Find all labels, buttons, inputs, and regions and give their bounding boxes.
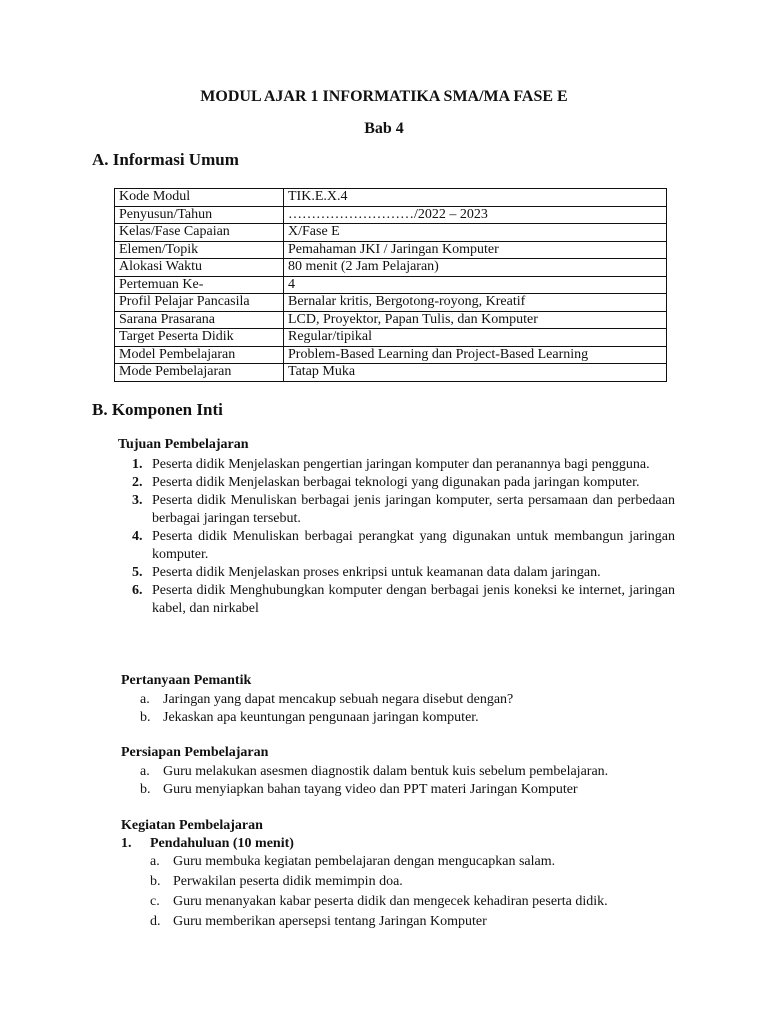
list-letter: a. (140, 764, 150, 779)
table-value: Tatap Muka (284, 364, 667, 382)
list-text: Peserta didik Menjelaskan pengertian jaringan komputer dan peranannya bagi pengguna. (152, 457, 650, 472)
list-letter: a. (140, 692, 150, 707)
table-key: Model Pembelajaran (115, 346, 284, 364)
list-letter: d. (150, 914, 161, 929)
table-row (115, 311, 667, 329)
table-row (115, 346, 667, 364)
tujuan-heading: Tujuan Pembelajaran (118, 437, 249, 452)
chapter-label: Bab 4 (364, 120, 404, 137)
kegiatan-step (121, 836, 294, 852)
list-item (118, 582, 675, 618)
table-key: Penyusun/Tahun (115, 206, 284, 224)
table-value: TIK.E.X.4 (284, 189, 667, 207)
table-row (115, 259, 667, 277)
table-key: Mode Pembelajaran (115, 364, 284, 382)
list-text: Peserta didik Menjelaskan berbagai teknologi yang digunakan pada jaringan komputer. (152, 475, 640, 490)
table-key: Sarana Prasarana (115, 311, 284, 329)
table-row (115, 364, 667, 382)
table-value: Pemahaman JKI / Jaringan Komputer (284, 241, 667, 259)
list-item (131, 873, 691, 891)
info-table (114, 188, 667, 382)
step-label: Pendahuluan (10 menit) (150, 836, 294, 851)
list-text: Guru menanyakan kabar peserta didik dan mengecek kehadiran peserta didik. (173, 894, 608, 909)
table-value: ………………………/2022 – 2023 (284, 206, 667, 224)
list-item (118, 564, 675, 582)
table-key: Kelas/Fase Capaian (115, 224, 284, 242)
list-number: 2. (132, 475, 143, 490)
table-value: LCD, Proyektor, Papan Tulis, dan Komputer (284, 311, 667, 329)
table-row (115, 224, 667, 242)
kegiatan-heading: Kegiatan Pembelajaran (121, 818, 263, 833)
list-text: Peserta didik Menjelaskan proses enkripsi untuk keamanan data dalam jaringan. (152, 565, 601, 580)
table-value: Regular/tipikal (284, 329, 667, 347)
list-text: Guru melakukan asesmen diagnostik dalam bentuk kuis sebelum pembelajaran. (163, 764, 609, 779)
table-key: Elemen/Topik (115, 241, 284, 259)
list-letter: b. (140, 710, 151, 725)
list-item (131, 893, 691, 911)
list-number: 4. (132, 529, 143, 544)
list-item (118, 528, 675, 564)
list-letter: b. (140, 782, 151, 797)
list-letter: b. (150, 874, 161, 889)
table-value: Bernalar kritis, Bergotong-royong, Kreatif (284, 294, 667, 312)
list-text: Jekaskan apa keuntungan pengunaan jaringan komputer. (163, 710, 479, 725)
list-number: 3. (132, 493, 143, 508)
table-key: Profil Pelajar Pancasila (115, 294, 284, 312)
table-key: Alokasi Waktu (115, 259, 284, 277)
list-number: 1. (132, 457, 143, 472)
persiapan-list (121, 763, 681, 799)
list-item (118, 474, 675, 492)
table-row (115, 294, 667, 312)
table-value: 4 (284, 276, 667, 294)
pemantik-list (121, 691, 661, 727)
list-letter: a. (150, 854, 160, 869)
list-item (131, 913, 691, 931)
list-text: Perwakilan peserta didik memimpin doa. (173, 874, 403, 889)
table-value: Problem-Based Learning dan Project-Based Learning (284, 346, 667, 364)
section-b-heading: B. Komponen Inti (92, 400, 223, 419)
persiapan-heading: Persiapan Pembelajaran (121, 745, 269, 760)
kegiatan-list (131, 853, 691, 931)
list-number: 6. (132, 583, 143, 598)
table-row (115, 329, 667, 347)
list-item (118, 492, 675, 528)
list-item (121, 691, 661, 709)
table-row (115, 241, 667, 259)
table-value: X/Fase E (284, 224, 667, 242)
tujuan-list (118, 456, 675, 618)
list-number: 5. (132, 565, 143, 580)
document-title: MODUL AJAR 1 INFORMATIKA SMA/MA FASE E (200, 88, 568, 105)
table-value: 80 menit (2 Jam Pelajaran) (284, 259, 667, 277)
list-text: Jaringan yang dapat mencakup sebuah negara disebut dengan? (163, 692, 514, 707)
table-row (115, 189, 667, 207)
list-text: Guru memberikan apersepsi tentang Jaringan Komputer (173, 914, 487, 929)
table-key: Pertemuan Ke- (115, 276, 284, 294)
table-row (115, 276, 667, 294)
list-item (121, 763, 681, 781)
list-text: Guru menyiapkan bahan tayang video dan PPT materi Jaringan Komputer (163, 782, 578, 797)
list-text: Guru membuka kegiatan pembelajaran dengan mengucapkan salam. (173, 854, 556, 869)
table-key: Target Peserta Didik (115, 329, 284, 347)
list-letter: c. (150, 894, 160, 909)
step-number: 1. (121, 836, 132, 851)
list-item (121, 709, 661, 727)
list-text: Peserta didik Menuliskan berbagai jenis jaringan komputer, serta persamaan dan perbedaan berbagai jaringan tersebut. (152, 493, 675, 526)
list-item (121, 781, 681, 799)
pemantik-heading: Pertanyaan Pemantik (121, 673, 252, 688)
table-row (115, 206, 667, 224)
list-text: Peserta didik Menuliskan berbagai perangkat yang digunakan untuk membangun jaringan komputer. (152, 529, 675, 562)
table-key: Kode Modul (115, 189, 284, 207)
section-a-heading: A. Informasi Umum (92, 150, 239, 169)
list-item (118, 456, 675, 474)
list-item (131, 853, 691, 871)
list-text: Peserta didik Menghubungkan komputer dengan berbagai jenis koneksi ke internet, jaringan kabel, dan nirkabel (152, 583, 675, 616)
